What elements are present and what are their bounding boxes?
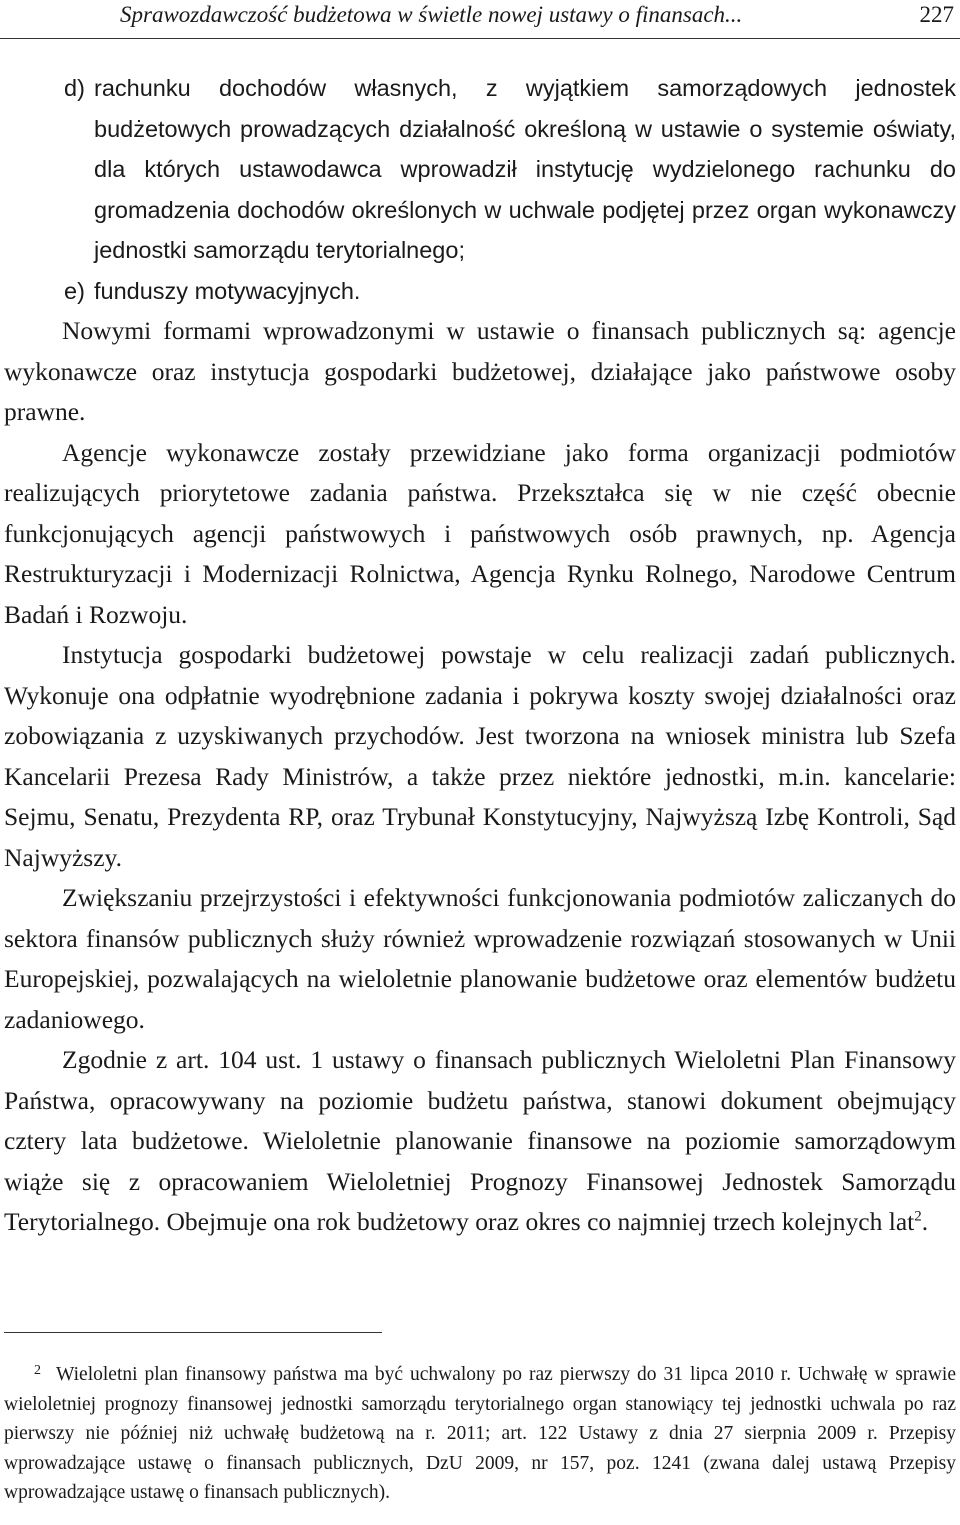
body-text (4, 68, 956, 1243)
list-item-text: funduszy motywacyjnych. (94, 277, 361, 304)
list-item (4, 68, 956, 271)
footnote-number: 2 (34, 1363, 41, 1378)
footnote (4, 1356, 956, 1508)
list-item-label: d) (64, 75, 85, 101)
paragraph: Instytucja gospodarki budżetowej powstaje w celu realizacji zadań publicznych. Wykonuje ona odpłatnie wyodrębnione zadania i pokrywa koszty swojej działalności oraz zobowiązania z uzyskiwanych przychodów. Jest tworzona na wniosek ministra lub Szefa Kancelarii Prezesa Rady Ministrów, a także przez niektóre jednostki, m.in. kancelarie: Sejmu, Senatu, Prezydenta RP, oraz Trybunał Konstytucyjny, Najwyższą Izbę Kontroli, Sąd Najwyższy. (4, 640, 956, 872)
footnote-divider (4, 1332, 382, 1333)
footnote-reference[interactable]: 2 (914, 1208, 922, 1225)
list-item (4, 271, 956, 312)
paragraph: Agencje wykonawcze zostały przewidziane jako forma organizacji podmiotów realizujących priorytetowe zadania państwa. Przekształca się w nie część obecnie funkcjonujących agencji państwowych i państwowych osób prawnych, np. Agencja Restrukturyzacji i Modernizacji Rolnictwa, Agencja Rynku Rolnego, Narodowe Centrum Badań i Rozwoju. (4, 437, 956, 629)
paragraph-last (4, 1040, 956, 1243)
paragraph: Nowymi formami wprowadzonymi w ustawie o finansach publicznych są: agencje wykonawcze oraz instytucja gospodarki budżetowej, działające jako państwowe osoby prawne. (4, 316, 956, 426)
paragraph-text: Zgodnie z art. 104 ust. 1 ustawy o finansach publicznych Wieloletni Plan Finansowy Państwa, opracowywany na poziomie budżetu państwa, stanowi dokument obejmujący cztery lata budżetowe. Wieloletnie planowanie finansowe na poziomie samorządowym wiąże się z opracowaniem Wieloletniej Prognozy Finansowej Jednostek Samorządu Terytorialnego. Obejmuje ona rok budżetowy oraz okres co najmniej trzech kolejnych lat (4, 1045, 956, 1236)
paragraph: Zwiększaniu przejrzystości i efektywności funkcjonowania podmiotów zaliczanych do sektora finansów publicznych służy również wprowadzenie rozwiązań stosowanych w Unii Europejskiej, pozwalających na wieloletnie planowanie budżetowe oraz elementów budżetu zadaniowego. (4, 883, 956, 1034)
list-item-text: rachunku dochodów własnych, z wyjątkiem samorządowych jednostek budżetowych prowadzących działalność określoną w ustawie o systemie oświaty, dla których ustawodawca wprowadził instytucję wydzielonego rachunku do gromadzenia dochodów określonych w uchwale podjętej przez organ wykonawczy jednostki samorządu terytorialnego; (94, 75, 956, 263)
page-number: 227 (919, 2, 954, 27)
running-title: Sprawozdawczość budżetowa w świetle nowej ustawy o finansach... (120, 2, 743, 27)
footnote-text: Wieloletni plan finansowy państwa ma być uchwalony po raz pierwszy do 31 lipca 2010 r. Uchwałę w sprawie wieloletniej prognozy finansowej jednostki samorządu terytorialnego organ stanowiący tej jednostki uchwala po raz pierwszy nie później niż uchwałę budżetową na r. 2011; art. 122 Ustawy z dnia 27 sierpnia 2009 r. Przepisy wprowadzające ustawę o finansach publicznych, DzU 2009, nr 157, poz. 1241 (zwana dalej ustawą Przepisy wprowadzające ustawę o finansach publicznych). (4, 1364, 956, 1503)
list-item-label: e) (64, 277, 85, 304)
paragraph-end: . (921, 1207, 929, 1236)
running-header (0, 0, 960, 39)
